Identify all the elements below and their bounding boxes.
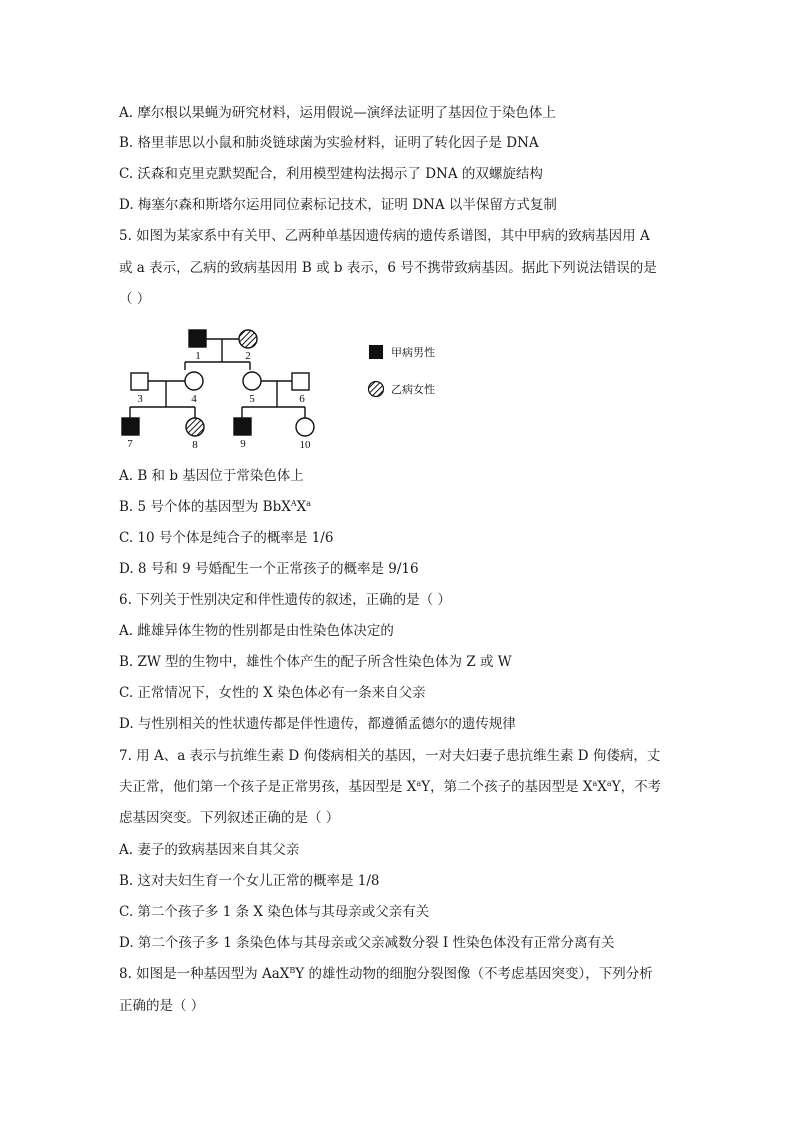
legend-male-label: 甲病男性 [391,346,435,359]
individual-1-affected-male [189,330,206,347]
individual-7-affected-male [122,418,139,435]
individual-10-female [296,418,314,436]
individual-3-male [131,373,148,390]
q5-option-d: D. 8 号和 9 号婚配生一个正常孩子的概率是 9/16 [119,561,419,577]
label-10: 10 [299,439,311,451]
label-5: 5 [249,393,255,405]
q5-option-c: C. 10 号个体是纯合子的概率是 1/6 [119,530,334,546]
q7-option-d: D. 第二个孩子多 1 条染色体与其母亲或父亲减数分裂 I 性染色体没有正常分离有关 [119,935,615,951]
q5-stem-line-2: 或 a 表示，乙病的致病基因用 B 或 b 表示，6 号不携带致病基因。据此下列说法错误的是 [119,260,657,276]
label-4: 4 [191,393,197,405]
legend-male-swatch [369,345,383,359]
individual-6-male [292,373,309,390]
individual-8-affected-female [186,418,204,436]
q5-stem-line-3: （ ） [119,291,151,307]
label-7: 7 [127,438,133,450]
q5-stem-line-1: 5. 如图为某家系中有关甲、乙两种单基因遗传病的遗传系谱图，其中甲病的致病基因用 A [119,228,650,244]
q7-stem-line-3: 虑基因突变。下列叙述正确的是（ ） [119,810,340,826]
q7-option-a: A. 妻子的致病基因来自其父亲 [119,842,300,858]
q6-stem: 6. 下列关于性别决定和伴性遗传的叙述，正确的是（ ） [119,592,451,608]
q4-option-c: C. 沃森和克里克默契配合，利用模型建构法揭示了 DNA 的双螺旋结构 [119,166,543,182]
pedigree-chart [119,326,459,456]
individual-9-affected-male [234,418,251,435]
q5-option-b: B. 5 号个体的基因型为 $BbX^AX^a$ [119,499,312,515]
q7-stem-line-2: 夫正常，他们第一个孩子是正常男孩，基因型是 $X^aY$，第二个孩子的基因型是 $X^aX^aY$，不考 [119,779,662,795]
label-2: 2 [245,350,251,362]
q4-option-d: D. 梅塞尔森和斯塔尔运用同位素标记技术，证明 DNA 以半保留方式复制 [119,197,557,213]
label-9: 9 [240,438,246,450]
q4-option-b: B. 格里菲思以小鼠和肺炎链球菌为实验材料，证明了转化因子是 DNA [119,135,539,151]
q7-option-c: C. 第二个孩子多 1 条 X 染色体与其母亲或父亲有关 [119,904,430,920]
q8-stem-line-1: 8. 如图是一种基因型为 AaX$^B$Y 的雄性动物的细胞分裂图像（不考虑基因突变），下列分析 [119,966,653,982]
q6-option-d: D. 与性别相关的性状遗传都是伴性遗传，都遵循孟德尔的遗传规律 [119,716,516,732]
label-6: 6 [299,393,305,405]
label-1: 1 [195,350,201,362]
q6-option-c: C. 正常情况下，女性的 X 染色体必有一条来自父亲 [119,685,426,701]
label-3: 3 [137,393,143,405]
individual-5-female [243,372,261,390]
individual-2-affected-female [239,330,257,348]
legend-female-label: 乙病女性 [391,383,435,396]
q7-option-b: B. 这对夫妇生育一个女儿正常的概率是 1/8 [119,873,380,889]
q6-option-a: A. 雌雄异体生物的性别都是由性染色体决定的 [119,623,394,639]
q4-option-a: A. 摩尔根以果蝇为研究材料，运用假说—演绎法证明了基因位于染色体上 [119,105,556,121]
label-8: 8 [192,439,198,451]
individual-4-female [185,372,203,390]
legend-female-swatch [369,382,384,397]
q8-stem-line-2: 正确的是（ ） [119,998,205,1014]
q5-option-a: A. B 和 b 基因位于常染色体上 [119,468,304,484]
q6-option-b: B. ZW 型的生物中，雄性个体产生的配子所含性染色体为 Z 或 W [119,654,512,670]
q7-stem-line-1: 7. 用 A、a 表示与抗维生素 D 佝偻病相关的基因，一对夫妇妻子患抗维生素 D 佝偻病，丈 [119,748,661,764]
